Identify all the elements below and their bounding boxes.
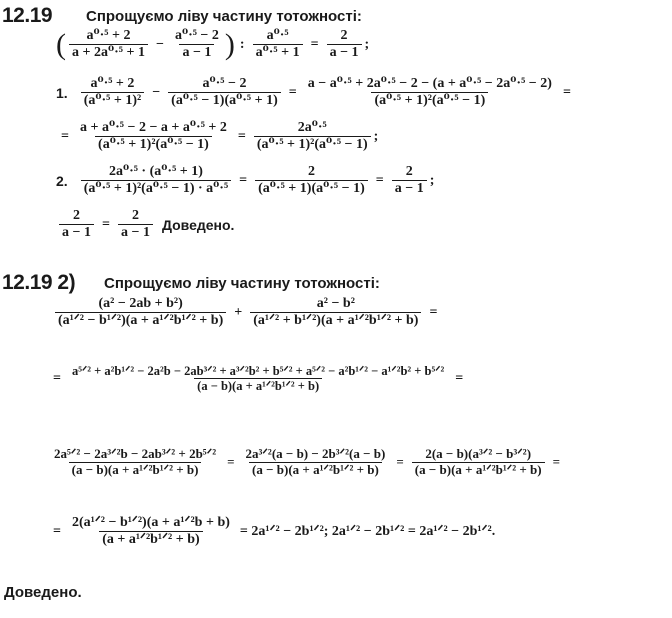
numerator: 2(a¹ᐟ² − b¹ᐟ²)(a + a¹ᐟ²b + b) bbox=[71, 515, 230, 530]
problem-intro: Спрощуємо ліву частину тотожності: bbox=[104, 275, 380, 292]
numerator: a + a⁰·⁵ − 2 − a + a⁰·⁵ + 2 bbox=[79, 120, 227, 135]
math-symbol: ; bbox=[373, 128, 379, 144]
proved-text: Доведено. bbox=[4, 584, 82, 601]
identity-statement bbox=[56, 28, 369, 61]
problem-number: 12.19 2) bbox=[2, 271, 76, 294]
denominator: (a + a¹ᐟ²b¹ᐟ² + b) bbox=[99, 531, 203, 548]
fraction bbox=[305, 76, 555, 109]
denominator: a − 1 bbox=[179, 44, 214, 61]
math-symbol: : bbox=[239, 36, 245, 52]
fraction bbox=[392, 164, 427, 197]
numerator: 2 bbox=[307, 164, 315, 179]
fraction bbox=[255, 164, 368, 197]
math-symbol: = bbox=[562, 84, 571, 100]
numerator: a − a⁰·⁵ + 2a⁰·⁵ − 2 − (a + a⁰·⁵ − 2a⁰·⁵ − 2) bbox=[307, 76, 552, 91]
step-1 bbox=[56, 76, 576, 109]
numerator: a⁰·⁵ + 2 bbox=[86, 28, 131, 43]
denominator: (a − b)(a + a¹ᐟ²b¹ᐟ² + b) bbox=[194, 378, 322, 393]
fraction bbox=[412, 447, 545, 478]
math-symbol: 1. bbox=[56, 84, 68, 101]
math-symbol: ( bbox=[56, 27, 66, 61]
fraction bbox=[81, 76, 145, 109]
math-symbol: = bbox=[455, 370, 464, 386]
numerator: 2a⁰·⁵ · (a⁰·⁵ + 1) bbox=[108, 164, 203, 179]
math-symbol: − bbox=[152, 84, 161, 100]
denominator: a⁰·⁵ + 1 bbox=[253, 44, 303, 61]
fraction bbox=[55, 296, 226, 329]
numerator: a⁰·⁵ bbox=[266, 28, 289, 43]
denominator: (a¹ᐟ² − b¹ᐟ²)(a + a¹ᐟ²b¹ᐟ² + b) bbox=[55, 312, 226, 329]
math-symbol: − bbox=[155, 36, 164, 52]
math-symbol: = bbox=[552, 454, 561, 470]
numerator: 2 bbox=[72, 208, 80, 223]
fraction bbox=[250, 296, 421, 329]
fraction bbox=[118, 208, 153, 241]
math-symbol: = bbox=[61, 128, 69, 144]
fraction bbox=[69, 515, 233, 548]
fraction bbox=[69, 28, 148, 61]
fraction bbox=[254, 120, 371, 153]
math-symbol: = bbox=[288, 84, 297, 100]
math-symbol: = bbox=[310, 36, 319, 52]
numerator: (a² − 2ab + b²) bbox=[98, 296, 183, 311]
math-symbol: = bbox=[227, 454, 235, 470]
math-symbol: ; bbox=[364, 36, 370, 52]
denominator: a + 2a⁰·⁵ + 1 bbox=[69, 44, 148, 61]
conclusion-1 bbox=[56, 208, 234, 241]
math-symbol: = bbox=[429, 304, 438, 320]
math-symbol: + bbox=[234, 304, 243, 320]
math-symbol: 2. bbox=[56, 172, 68, 189]
proved-text: Доведено. bbox=[161, 216, 235, 233]
denominator: (a⁰·⁵ − 1)(a⁰·⁵ + 1) bbox=[168, 92, 281, 109]
numerator: a⁰·⁵ − 2 bbox=[174, 28, 219, 43]
math-symbol: = bbox=[375, 172, 384, 188]
fraction bbox=[168, 76, 281, 109]
denominator: (a⁰·⁵ + 1)(a⁰·⁵ − 1) bbox=[255, 180, 368, 197]
numerator: a⁰·⁵ − 2 bbox=[202, 76, 247, 91]
step-1-continued bbox=[56, 120, 378, 153]
denominator: (a − b)(a + a¹ᐟ²b¹ᐟ² + b) bbox=[249, 462, 382, 478]
numerator: a⁵ᐟ² + a²b¹ᐟ² − 2a²b − 2ab³ᐟ² + a³ᐟ²b² + b⁵ᐟ² + a⁵ᐟ² − a²b¹ᐟ² − a¹ᐟ²b² + b⁵ᐟ² bbox=[71, 364, 445, 378]
denominator: (a − b)(a + a¹ᐟ²b¹ᐟ² + b) bbox=[412, 462, 545, 478]
numerator: a⁰·⁵ + 2 bbox=[90, 76, 135, 91]
fraction bbox=[243, 447, 389, 478]
expression-line-1 bbox=[52, 296, 442, 329]
math-symbol: = bbox=[239, 172, 248, 188]
numerator: 2 bbox=[340, 28, 348, 43]
denominator: (a⁰·⁵ + 1)² bbox=[81, 92, 145, 109]
problem-intro: Спрощуємо ліву частину тотожності: bbox=[86, 8, 362, 25]
denominator: (a − b)(a + a¹ᐟ²b¹ᐟ² + b) bbox=[69, 462, 202, 478]
denominator: (a⁰·⁵ + 1)²(a⁰·⁵ − 1) bbox=[371, 92, 488, 109]
math-symbol: = bbox=[53, 523, 61, 539]
fraction bbox=[51, 447, 219, 478]
denominator: a − 1 bbox=[327, 44, 362, 61]
denominator: (a⁰·⁵ + 1)²(a⁰·⁵ − 1) · a⁰·⁵ bbox=[81, 180, 231, 197]
math-symbol: = bbox=[396, 454, 404, 470]
denominator: (a⁰·⁵ + 1)²(a⁰·⁵ − 1) bbox=[95, 136, 212, 153]
fraction bbox=[59, 208, 94, 241]
math-symbol: = 2a¹ᐟ² − 2b¹ᐟ²; 2a¹ᐟ² − 2b¹ᐟ² = 2a¹ᐟ² − 2b¹ᐟ². bbox=[239, 524, 496, 540]
math-symbol: = bbox=[101, 216, 110, 232]
math-symbol: = bbox=[237, 128, 246, 144]
expression-line-4 bbox=[48, 515, 495, 548]
numerator: 2 bbox=[405, 164, 413, 179]
denominator: a − 1 bbox=[392, 180, 427, 197]
problem-number: 12.19 bbox=[2, 4, 53, 27]
fraction bbox=[327, 28, 362, 61]
fraction bbox=[81, 164, 231, 197]
numerator: a² − b² bbox=[316, 296, 355, 311]
denominator: a − 1 bbox=[118, 224, 153, 241]
expression-line-3 bbox=[48, 447, 565, 478]
denominator: (a⁰·⁵ + 1)²(a⁰·⁵ − 1) bbox=[254, 136, 371, 153]
numerator: 2a⁵ᐟ² − 2a³ᐟ²b − 2ab³ᐟ² + 2b⁵ᐟ² bbox=[54, 446, 217, 461]
math-symbol: ; bbox=[429, 172, 435, 188]
numerator: 2a³ᐟ²(a − b) − 2b³ᐟ²(a − b) bbox=[245, 446, 386, 461]
step-2 bbox=[56, 164, 434, 197]
expression-line-2 bbox=[48, 364, 468, 394]
numerator: 2a⁰·⁵ bbox=[297, 120, 327, 135]
fraction bbox=[172, 28, 222, 61]
numerator: 2(a − b)(a³ᐟ² − b³ᐟ²) bbox=[425, 446, 532, 461]
fraction bbox=[69, 364, 447, 394]
fraction bbox=[253, 28, 303, 61]
math-symbol: ) bbox=[224, 27, 235, 61]
fraction bbox=[77, 120, 230, 153]
numerator: 2 bbox=[131, 208, 139, 223]
denominator: (a¹ᐟ² + b¹ᐟ²)(a + a¹ᐟ²b¹ᐟ² + b) bbox=[250, 312, 421, 329]
denominator: a − 1 bbox=[59, 224, 94, 241]
math-symbol: = bbox=[53, 370, 61, 386]
